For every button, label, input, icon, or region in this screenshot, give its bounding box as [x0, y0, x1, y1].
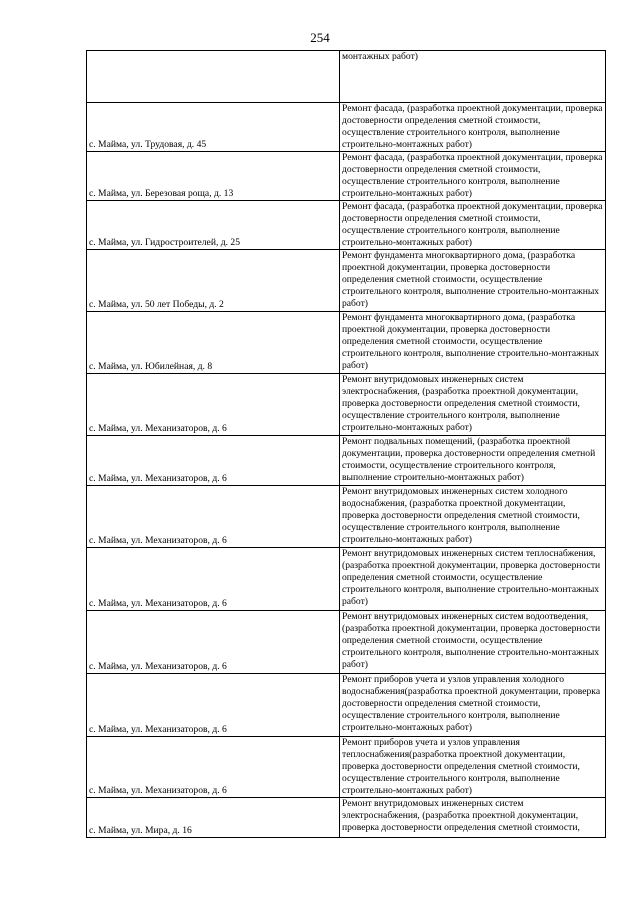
- work-description-cell: Ремонт фасада, (разработка проектной документации, проверка достоверности определения сметной стоимости, осуществление строительного контроля, выполнение строительно-монтажных работ): [340, 152, 606, 201]
- work-description-cell: Ремонт фундамента многоквартирного дома, (разработка проектной документации, проверка достоверности определения сметной стоимости, осуществление строительного контроля, выполнение строительно-монтажных работ): [340, 312, 606, 374]
- table-row: [87, 51, 606, 103]
- work-description-cell: Ремонт приборов учета и узлов управления теплоснабжения(разработка проектной документации, проверка достоверности определения сметной стоимости, осуществление строительного контроля, выполнение строительно-монтажных работ): [340, 737, 606, 798]
- address-cell: с. Майма, ул. Механизаторов, д. 6: [87, 611, 340, 674]
- table-row: [87, 674, 606, 737]
- table-row: [87, 436, 606, 486]
- table-row: [87, 103, 606, 152]
- work-description-cell: Ремонт внутридомовых инженерных систем электроснабжения, (разработка проектной документации, проверка достоверности определения сметной стоимости,: [340, 798, 606, 838]
- work-description-cell: Ремонт подвальных помещений, (разработка проектной документации, проверка достоверности определения сметной стоимости, осуществление строительного контроля, выполнение строительно-монтажных работ): [340, 436, 606, 486]
- table-row: [87, 548, 606, 611]
- table-row: [87, 152, 606, 201]
- table-row: [87, 250, 606, 312]
- address-cell: с. Майма, ул. Механизаторов, д. 6: [87, 674, 340, 737]
- address-cell: с. Майма, ул. Механизаторов, д. 6: [87, 436, 340, 486]
- address-cell: с. Майма, ул. Юбилейная, д. 8: [87, 312, 340, 374]
- address-cell: с. Майма, ул. 50 лет Победы, д. 2: [87, 250, 340, 312]
- address-cell: с. Майма, ул. Мира, д. 16: [87, 798, 340, 838]
- address-cell: с. Майма, ул. Механизаторов, д. 6: [87, 548, 340, 611]
- table-row: [87, 798, 606, 838]
- address-cell: с. Майма, ул. Березовая роща, д. 13: [87, 152, 340, 201]
- work-description-cell: Ремонт фасада, (разработка проектной документации, проверка достоверности определения сметной стоимости, осуществление строительного контроля, выполнение строительно-монтажных работ): [340, 201, 606, 250]
- table-row: [87, 486, 606, 548]
- address-cell: [87, 51, 340, 103]
- table-row: [87, 737, 606, 798]
- work-description-cell: Ремонт внутридомовых инженерных систем электроснабжения, (разработка проектной документации, проверка достоверности определения сметной стоимости, осуществление строительного контроля, выполнение строительно-монтажных работ): [340, 374, 606, 436]
- page-number: 254: [310, 30, 330, 45]
- work-description-cell: Ремонт внутридомовых инженерных систем теплоснабжения, (разработка проектной документации, проверка достоверности определения сметной стоимости, осуществление строительного контроля, выполнение строительно-монтажных работ): [340, 548, 606, 611]
- work-description-cell: монтажных работ): [340, 51, 606, 103]
- address-cell: с. Майма, ул. Трудовая, д. 45: [87, 103, 340, 152]
- work-description-cell: Ремонт внутридомовых инженерных систем водоотведения, (разработка проектной документации, проверка достоверности определения сметной стоимости, осуществление строительного контроля, выполнение строительно-монтажных работ): [340, 611, 606, 674]
- address-cell: с. Майма, ул. Гидростроителей, д. 25: [87, 201, 340, 250]
- work-description-cell: Ремонт внутридомовых инженерных систем холодного водоснабжения, (разработка проектной документации, проверка достоверности определения сметной стоимости, осуществление строительного контроля, выполнение строительно-монтажных работ): [340, 486, 606, 548]
- work-description-cell: Ремонт приборов учета и узлов управления холодного водоснабжения(разработка проектной документации, проверка достоверности определения сметной стоимости, осуществление строительного контроля, выполнение строительно-монтажных работ): [340, 674, 606, 737]
- table-row: [87, 611, 606, 674]
- address-cell: с. Майма, ул. Механизаторов, д. 6: [87, 374, 340, 436]
- address-cell: с. Майма, ул. Механизаторов, д. 6: [87, 486, 340, 548]
- table-row: [87, 201, 606, 250]
- work-description-cell: Ремонт фундамента многоквартирного дома, (разработка проектной документации, проверка достоверности определения сметной стоимости, осуществление строительного контроля, выполнение строительно-монтажных работ): [340, 250, 606, 312]
- table-row: [87, 374, 606, 436]
- work-description-cell: Ремонт фасада, (разработка проектной документации, проверка достоверности определения сметной стоимости, осуществление строительного контроля, выполнение строительно-монтажных работ): [340, 103, 606, 152]
- works-table: [86, 50, 606, 838]
- address-cell: с. Майма, ул. Механизаторов, д. 6: [87, 737, 340, 798]
- table-row: [87, 312, 606, 374]
